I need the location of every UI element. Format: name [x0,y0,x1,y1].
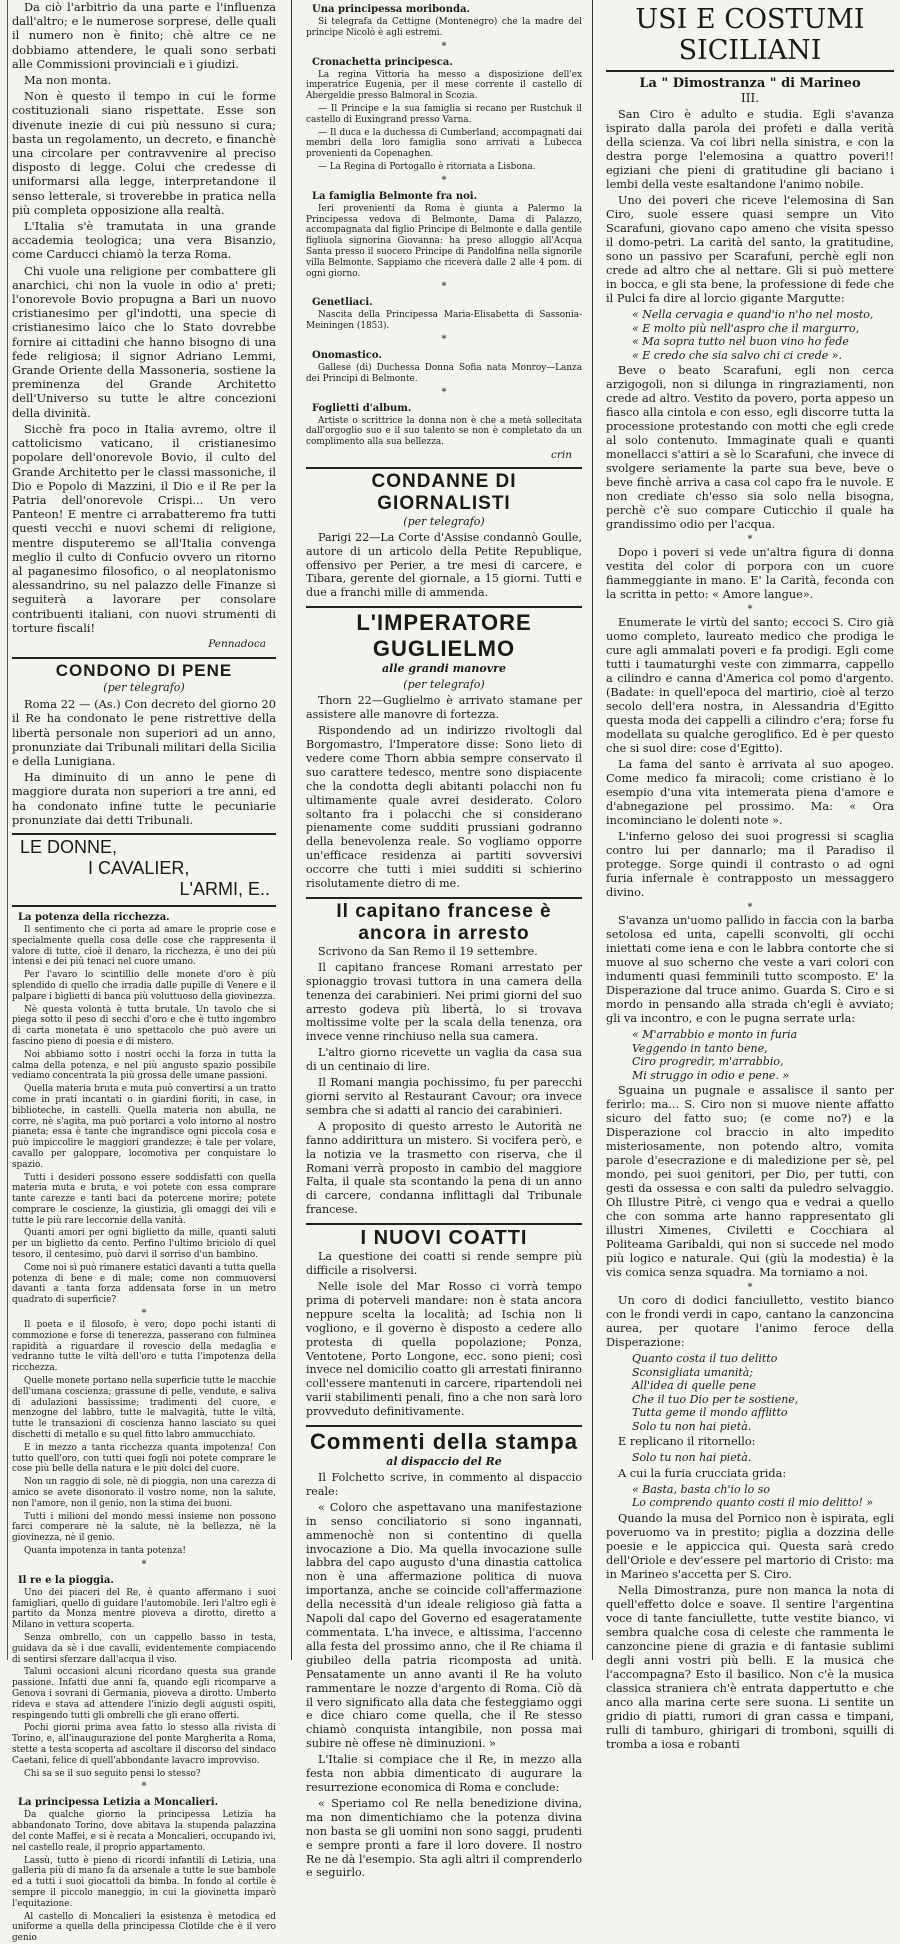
paragraph: La regina Vittoria ha messo a disposizione dell'ex imperatrice Eugenia, per il mese corrente il castello di Abergeldie presso Balmoral in Scozia. [306,69,582,102]
subheadline: al dispaccio del Re [386,1455,502,1469]
feature-title: USI E COSTUMI SICILIANI [606,4,894,72]
verse-line: Mi struggo in odio e pene. » [632,1068,790,1082]
paragraph: Nè questa volontà è tutta brutale. Un tavolo che si piega sotto il peso di secchi d'oro e che è tutto ingombro di carta monetata è uno spettacolo che può avere un fascino pieno di poesia e di mistero. [12,1004,276,1047]
paragraph: Uno dei piaceri del Re, è quanto affermano i suoi famigliari, quello di guidare l'automobile. Ieri l'altro egli è partito da Monza mentre pioveva a dirotto, diretto a Milano in vettura scoperta. [12,1587,276,1631]
verse-line: Solo tu non hai pietà. [632,1419,752,1433]
paragraph: Noi abbiamo sotto i nostri occhi la forza in tutta la calma della potenza, e nel più angusto spazio possibile vediamo concentrata la più grossa delle umane passioni. [12,1049,276,1082]
paragraph: Sguaina un pugnale e assalisce il santo per ferirlo: ma... S. Ciro non si muove niente affatto sicuro del fatto suo; (e come no?) e la Disperazione col braccio in alto impedito misteriosamente, non potendo altro, vomita parole d'esecrazione e di maledizione per sè, pel mondo, pei suoi genitori, per Dio, per tutti, con gesti da ossessa e con salti da puledro selvaggio. Oh Illustre Pitrè, ci vengo qua e vedrai a quello che con somma arte hanno rappresentato gli illustri Ximenes, Civiletti e Cocchiara al Politeama Garibaldi, qui non si succede nel modo più logico e naturale. Qui (giù la modestia) è la vis comica senza squadra. Ma torniamo a noi. [606,1084,894,1279]
paragraph: Quanta impotenza in tanta potenza! [24,1546,186,1556]
paragraph: San Ciro è adulto e studia. Egli s'avanza ispirato dalla parola dei profeti e dalla verità della scienza. Va coi libri nella sinistra, e con la destra porge l'elemosina a quattro poveri!! egiziani che pieni di gratitudine gli baciano i lembi della veste esaltandone l'animo nobile. [606,108,894,191]
section-title-line: L'ARMI, E.. [179,878,270,899]
section-title-line: LE DONNE, [20,836,118,857]
asterisk-separator: * [747,604,753,615]
verse-line: « E molto più nell'aspro che il margurro, [632,321,860,335]
column-left [0,0,284,1944]
paragraph: Ha diminuito di un anno le pene di maggiore durata non superiori a tre anni, ed ha condonato infine tutte le pecuniarie pronunziate dai detti Tribunali. [12,770,276,827]
paragraph: Chi vuole una religione per combattere gli anarchici, chi non la vuole in odio a' preti; l'onorevole Bovio propugna a Bari un nuovo cristianesimo per gl'indotti, una specie di cristianesimo laico che lo Stato dovrebbe fornire ai cittadini che hanno bisogno di una fede religiosa; il signor Adriano Lemmi, Grande Oriente della Massoneria, sostiene la preminenza del Grande Architetto dell'Universo su tutte le altre concezioni della divinità. [12,263,276,420]
subheadline: (per telegrafo) [103,681,185,695]
paragraph: L'inferno geloso dei suoi progressi si scaglia contro lui per dannarlo; ma il Paradiso il protegge. Sorge quindi il contrasto o ad ogni furia infernale è contrapposto un messaggero divino. [606,830,894,899]
subheadline: (per telegrafo) [403,678,485,692]
paragraph: — Il Principe e la sua famiglia si recano per Rustchuk il castello di Euxingrand presso Varna. [306,103,582,125]
part-number: III. [740,91,760,105]
headline-condono: CONDONO DI PENE [12,657,276,681]
column-rule-1 [291,0,292,1660]
item-title: Cronachetta principesca. [312,56,453,68]
item-title: La potenza della ricchezza. [18,911,170,923]
paragraph: Artiste o scrittrice la donna non è che a metà sollecitata dall'orgoglio suo e il suo talento se non è completato da un complimento alla sua bellezza. [306,415,582,448]
verse-block [632,1483,894,1510]
paragraph: Chi sa se il suo seguito pensi lo stesso? [24,1768,201,1779]
paragraph: Parigi 22—La Corte d'Assise condannò Goulle, autore di un articolo della Petite Republique, offensivo per Perier, a tre mesi di carcere, e Tibara, gerente del giornale, a 15 giorni. Tutti e due a franchi mille di ammenda. [306,530,582,600]
section-title-line: I CAVALIER, [88,857,190,878]
paragraph: Non un raggio di sole, nè di pioggia, non una carezza di amico se avete disonorato il vostro nome, non la salute, non l'amore, non il genio, non la stima dei buoni. [12,1477,276,1509]
paragraph: — Il duca e la duchessa di Cumberland, accompagnati dai membri della loro famiglia sono arrivati a Lubecca provenienti da Copenaghen. [306,127,582,160]
author-signature: crin [550,448,572,461]
asterisk-separator: * [141,1308,147,1320]
asterisk-separator: * [747,534,753,545]
paragraph: Gallese (di) Duchessa Donna Sofia nata Monroy—Lanza dei Principi di Belmonte. [306,362,582,384]
paragraph: E in mezzo a tanta ricchezza quanta impotenza! Con tutto quell'oro, con tutti quei fogli noi potete comprare le cose più belle della natura e le più dolci del cuore. [12,1442,276,1475]
paragraph: Da qualche giorno la principessa Letizia ha abbandonato Torino, dove abitava la stupenda palazzina del conte Maffei, e si è recata a Moncalieri, occupando ivi, nel castello reale, il proprio appartamento. [12,1810,276,1853]
column-middle [298,0,588,1880]
verse-line: All'idea di quelle pene [632,1379,757,1392]
paragraph: Da ciò l'arbitrio da una parte e l'influenza dall'altro; e le numerose sorprese, delle quali il numero non è finito; chè altre ce ne dobbiamo attendere, le quali sono serbati alle Commissioni provinciali e i giudizi. [12,0,276,71]
paragraph: Senza ombrello, con un cappello basso in testa, guidava da sè i due cavalli, evidentemente compiacendo di sentirsi sferzare dall'acqua il viso. [12,1632,276,1665]
society-notes [306,4,582,461]
paragraph: Si telegrafa da Cettigne (Montenegro) che la madre del principe Nicolò è agli estremi. [306,17,582,38]
paragraph: L'Italie si compiace che il Re, in mezzo alla festa non abbia dimenticato di augurare la resurrezione economica di Roma e conclude: [306,1753,582,1794]
verse-line: Tutta geme il mondo afflitto [632,1406,788,1419]
paragraph: Il poeta e il filosofo, è vero, dopo pochi istanti di commozione e forse di tenerezza, passerano con fulminea rapidità a riguardare il rovescio della medaglia e vedranno tutte le viltà dell'oro e tutta l'impotenza della ricchezza. [12,1320,276,1374]
verse-line: Ciro progredir, m'arrabbio, [632,1055,784,1068]
paragraph: Nella Dimostranza, pure non manca la nota di quell'effetto dolce e soave. Il sentire l'argentina voce di tante fanciullette, tutte vestite bianco, vi sembra qualche cosa di celeste che rammenta le canzoncine piene di grazia e di fantasie sublimi degli anni vostri più belli. E la musica che l'accompagna? Esto il basilico. Non c'è la musica classica straniera ch'è entrata dappertutto e che anco alla marina certe sere suona. Li sentite un gridio di piatti, rumori di gran cassa e timpani, rulli di tamburo, ghirigari di tromboni, squilli di tromba a iosa e robanti [606,1583,894,1751]
verse-block [632,1451,894,1465]
paragraph: Lassù, tutto è pieno di ricordi infantili di Letizia, una galleria più di mano fa da arsenale a tutte le sue bambole ed a tutti i suoi giocattoli da bimba. In fondo al cortile è sempre il piccolo maneggio, in cui la giovinetta imparò l'equitazione. [12,1855,276,1909]
asterisk-separator: * [141,1558,147,1570]
paragraph: Quando la musa del Pornico non è ispirata, egli poveruomo va in prestito; piglia a dozzina delle poesie e le appiccica qui. Questa sarà credo dell'Oriole e dev'essere pel martorio di Cristo: ma in Marineo s'accetta per S. Ciro. [606,1511,894,1581]
article-ricchezza [12,912,276,1944]
item-title: La famiglia Belmonte fra noi. [312,190,478,202]
paragraph: La questione dei coatti si rende sempre più difficile a risolversi. [306,1250,582,1278]
paragraph: A proposito di questo arresto le Autorità ne fanno addirittura un mistero. Si vocifera però, e la notizia ve la trasmetto con riserva, che il Romani verrà proposto in cambio del maggiore Falta, il quale sta scontando la pena di un anno di carcere, condanna inflittagli dal Tribunale francese. [306,1119,582,1217]
subheadline: (per telegrafo) [403,514,485,528]
paragraph: Quanti amori per ogni biglietto da mille, quanti saluti per un biglietto da cento. Perfino l'ultimo briciolo di quel tesoro, il centesimo, può darvi il sorriso d'un bambino. [12,1228,276,1261]
paragraph: « Speriamo col Re nella benedizione divina, ma non dimentichiamo che la potenza divina non basta se gli uomini non sono saggi, prudenti e sempre pronti a fare il loro dovere. Il nostro Re ne dà l'esempio. Sta agli altri il comprenderlo e seguirlo. [306,1796,582,1880]
item-title: La principessa Letizia a Moncalieri. [18,1797,219,1809]
paragraph: Taluni occasioni alcuni ricordano questa sua grande passione. Infatti due anni fa, quando egli ricomparve a Genova i sovrani di Germania, pioveva a dirotto. Umberto rideva e stava ad attendere l'inizio degli augusti ospiti, respingendo tutti gli ombrelli che gli erano offerti. [12,1667,276,1721]
paragraph: Uno dei poveri che riceve l'elemosina di San Ciro, suole essere quasi sempre un Vito Scarafuni, giovano capo ameno che visita spesso il domo-petri. La carità del santo, la gratitudine, sono un passivo per Scarafuni, perchè egli non crede ad altro che al nettare. Gli si può mettere in bocca, e gli sta bene, la professione di fede che il Pulci fa dire al lorcio gigante Margutte: [606,194,894,305]
paragraph: E replicano il ritornello: [618,1435,756,1448]
headline-coatti: I NUOVI COATTI [306,1223,582,1250]
paragraph: Quella materia bruta e muta può convertirsi a un tratto come in prati incantati o in giardini fioriti, in case, in biblioteche, in castelli. Quella materia non abulla, ne corre, nè s'agita, ma può portarci a volo intorno al nostro pianeta; essa è tante che ingrandisce ogni piccola cosa e può impiccolire le maggiori grandezze; è tale per volare, cavallo per galoppare, locomotiva per conquistare lo spazio. [12,1084,276,1170]
verse-line: Sconsigliata umanità; [632,1365,754,1379]
verse-line: Veggendo in tanto bene, [632,1041,768,1055]
asterisk-separator: * [441,174,447,186]
paragraph: Nascita della Principessa Maria-Elisabetta di Sassonia-Meiningen (1853). [306,310,582,332]
paragraph: La fama del santo è arrivata al suo apogeo. Come medico fa miracoli; come cristiano è lo esempio d'una vita intemerata piena d'amore e d'abnegazione pel prossimo. Ma: « Ora incominciano le dolenti note ». [606,758,894,827]
headline-commenti: Commenti della stampa [306,1425,582,1455]
verse-line: « E credo che sia salvo chi ci crede ». [632,348,843,362]
paragraph: Sicchè fra poco in Italia avremo, oltre il cattolicismo vaticano, il cristianesimo popolare dell'onorevole Bovio, il culto del Grande Architetto per le classi massoniche, il Dio e Popolo di Mazzini, il Dio e il Re per la Patria dell'onorevole Crispi... Un vero Panteon! E mentre ci arrabatteremo fra tutti questi vecchi e nuovi schemi di religione, mentre disputeremo se all'Italia convenga meglio il culto di Confucio ovvero un ritorno al paganesimo filosofico, o al neoplatonismo alessandrino, su nel palazzo delle Finanze si seguiterà a lavorare per consolare contribuenti italiani, con nuovi strumenti di torture fiscali! [12,421,276,635]
paragraph: Per l'avaro lo scintillio delle monete d'oro è più splendido di quello che irradia dalle pupille di Venere e il palpare i biglietti di banca più voluttuoso della giovinezza. [12,970,276,1002]
paragraph: — La Regina di Portogallo è ritornata a Lisbona. [318,161,536,172]
paragraph: Non è questo il tempo in cui le forme costituzionali siano rispettate. Esse son divenute inezie di cui più nessuno si cura; basta un regolamento, un decreto, e financhè una circolare per contravvenire al preciso disposto di legge. Colui che credesse di uniformarsi alla legge, interpretandone il senso letterale, si troverebbe in pratica nella più completa opposizione alla realtà. [12,89,276,217]
item-title: Il re e la pioggia. [18,1574,114,1586]
asterisk-separator: * [441,333,447,345]
article-condono [12,697,276,827]
paragraph: L'altro giorno ricevette un vaglia da casa sua di un centinaio di lire. [306,1046,582,1074]
asterisk-separator: * [747,902,753,913]
paragraph: Al castello di Moncalieri la esistenza è metodica ed uniforme a quella della principessa Clotilde che è il vero genio [12,1911,276,1944]
paragraph: S'avanza un'uomo pallido in faccia con la barba setolosa ed unta, capelli sconvolti, gli occhi iniettati come iena e con le labbra contorte che si muove al suo scherno che veste a vari colori con indumenti quasi femminili tutto scomposto. E' la Disperazione dal truce animo. Guarda S. Ciro e si mordo in pensando alla strada ch'egli è avviato; gli va incontro, e con le pugna serrate urla: [606,914,894,1025]
paragraph: Il sentimento che ci porta ad amare le proprie cose e specialmente quella cosa delle cose che rappresenta il valore di tutte, cioè il denaro, la ricchezza, è uno dei più intensi e dei più tenaci nel cuore umano. [12,924,276,968]
editorial-article [12,0,276,651]
verse-block [632,1028,894,1082]
paragraph: Il Folchetto scrive, in commento al dispaccio reale: [306,1471,582,1498]
paragraph: Ieri provenienti da Roma è giunta a Palermo la Principessa vedova di Belmonte, Dama di Palazzo, accompagnata dal figlio Principe di Belmonte e dalla gentile figliuola signorina Giovanna: ha preso alloggio all'Acqua Santa presso il suocero Principe di Pandolfina nella signorile villa Belmonte. Sappiamo che riceverà dalle 2 alle 4 pom. di ogni giorno. [306,203,582,279]
paragraph: Tutti i desideri possono essere soddisfatti con quella materia muta e bruta, e voi potete con essa comprare tante carezze e tanti baci da potercene morire; potete comprare le coscienze, la giustizia, gli omaggi dei vili e tutte le più rare leccornie della vanità. [12,1172,276,1226]
column-rule-2 [592,0,593,1660]
article-coatti [306,1250,582,1419]
asterisk-separator: * [141,1781,147,1793]
verse-block [632,308,894,362]
paragraph: Tutti i milioni del mondo messi insieme non possono farci comperare nè la salute, nè la bellezza, nè la giovinezza, nè il genio. [12,1511,276,1544]
feature-subtitle: La " Dimostranza " di Marineo [639,76,861,91]
divider [12,905,276,907]
paragraph: Un coro di dodici fanciulletto, vestito bianco con le frondi verdi in capo, cantano la canzoncina aurea, per quotare l'animo feroce della Disperazione: [606,1294,894,1349]
verse-line: Che il tuo Dio per te sostiene, [632,1392,799,1406]
paragraph: A cui la furia crucciata grida: [618,1466,787,1480]
headline-capitano: Il capitano francese è ancora in arresto [306,897,582,945]
asterisk-separator: * [441,386,447,398]
paragraph: Dopo i poveri si vede un'altra figura di donna vestita del color di porpora con un cuore fiammeggiante in mano. E' la Carità, feconda con la scritta in petto: « Amore langue». [606,546,894,601]
verse-line: Lo comprendo quanto costi il mio delitto! » [632,1496,874,1509]
subheadline: alle grandi manovre [382,662,506,676]
paragraph: Il capitano francese Romani arrestato per spionaggio trovasi tuttora in una camera della tenenza dei carabinieri. Nei primi giorni del suo arresto godeva più libertà, lo si trovava moltissime volte per la scala della tenenza, ora invece venne rinchiuso nella sua camera. [306,960,582,1044]
asterisk-separator: * [747,1282,753,1293]
headline-imperatore: L'IMPERATORE GUGLIELMO [306,606,582,662]
item-title: Genetliaci. [312,297,373,309]
paragraph: Rispondendo ad un indirizzo rivoltogli dal Borgomastro, l'Imperatore disse: Sono lieto di vedere come Thorn abbia sempre conservato il suo carattere tedesco, mentre sono dispiacente che la condotta degli abitanti polacchi non fu ultimamente quale avrei desiderato. Coloro soltanto fra i polacchi che si considerano pienamente come sudditi prussiani godranno della benevolenza reale. So vogliamo opporre un'efficace residenza ai partiti sovversivi occorre che tutti i miei sudditi si schierino risolutamente dietro di me. [306,724,582,891]
paragraph: Pochi giorni prima avea fatto lo stesso alla rivista di Torino, e, all'inaugurazione del ponte Margherita a Roma, stette a testa scoperta ad ascoltare il discorso del sindaco Caetani, felice di quell'abbondante lavacro improvviso. [12,1723,276,1766]
item-title: Una principessa moribonda. [312,4,470,15]
feature-article [606,108,894,1752]
paragraph: Il Romani mangia pochissimo, fu per parecchi giorni servito al Restaurant Cavour; ora invece sembra che si adatti al rancio dei carabinieri. [306,1076,582,1117]
paragraph: « Coloro che aspettavano una manifestazione in senso conciliatorio si sono ingannati, ammenochè non si contentino di quella invocazione a Dio. Ma quella invocazione sulle labbra del capo augusto d'una dinastia cattolica non è una affermazione politica di nuova importanza, anche se coincide coll'affermazione della necessità d'un ideale religioso già fatta a Napoli dal capo del Governo ed esageratamente commentata. L'ha invece, e altissima, l'accenno alla festa del prossimo anno, che il Re chiama il giubileo della patria ricomposta ad unità. Pensatamente un anno avanti il Re ha voluto rammentare le nozze d'argento di Roma. Ciò dà il vero significato alla data che festeggiamo oggi e dice chiaro come quella, che il Re stesso chiamò conquista intangibile, non possa mai subire nè offese nè diminuzioni. » [306,1500,582,1751]
article-commenti [306,1471,582,1880]
article-condanne [306,531,582,601]
verse-line: « M'arrabbio e monto in furia [632,1028,798,1041]
verse-line: « Nella cervagia e quand'io n'ho nel mosto, [632,308,874,321]
section-header-donne [12,833,276,900]
paragraph: L'Italia s'è tramutata in una grande accademia teologica; una vera Bisanzio, come Carducci chiamò la terza Roma. [12,219,276,262]
paragraph: Ma non monta. [24,73,112,88]
paragraph: Nelle isole del Mar Rosso ci vorrà tempo prima di poterveli mandare: non è stata ancora neppure scelta la località; ad Ischia non li vogliono, e il governo è disposto a cedere allo protesta di quella popolazione; Ponza, Ventotene, Porto Longone, ecc. sono pieni; così invece nel domicilio coatto gli arrestati finiranno coll'essere mantenuti in carcere, ripartendoli nei varii stabilimenti penali, fino a che non sarà loro provveduto definitivamente. [306,1279,582,1419]
paragraph: Come noi sì può rimanere estatici davanti a tutta quella potenza di bene e di male; come non commuoversi davanti a tanta forza addensata forse in un metro quadrato di superficie? [12,1262,276,1306]
asterisk-separator: * [441,281,447,293]
headline-condanne: CONDANNE DI GIORNALISTI [306,467,582,515]
verse-block [632,1352,894,1433]
verse-line: Solo tu non hai pietà. [632,1451,752,1464]
paragraph: Roma 22 — (As.) Con decreto del giorno 20 il Re ha condonato le pene ristrettive della libertà personale non superiori ad un anno, pronunziate dai Tribunali militari della Sicilia e della Lunigiana. [12,697,276,768]
paragraph: Thorn 22—Guglielmo è arrivato stamane per assistere alle manovre di fortezza. [306,694,582,722]
verse-line: Quanto costa il tuo delitto [632,1352,778,1365]
paragraph: Quelle monete portano nella superficie tutte le macchie dell'umana coscienza; grassune di pelle, vendute, e saliva di adulazioni bassissime; tradimenti del cuore, e menzogne del labbro, tutte le malvagità, tutte le viltà, tutte le transazioni di coscienza hanno lasciato su quei dischetti di metallo e su quel fitto labro ammucchiato. [12,1376,276,1441]
item-title: Foglietti d'album. [312,402,412,414]
item-title: Onomastico. [312,349,382,361]
article-capitano [306,945,582,1217]
author-signature: Pennadoca [208,637,266,650]
verse-line: « Ma sopra tutto nel buon vino ho fede [632,335,849,348]
column-right [598,0,900,1751]
paragraph: Scrivono da San Remo il 19 settembre. [318,944,538,958]
verse-line: « Basta, basta ch'io lo so [632,1482,771,1496]
paragraph: Beve o beato Scarafuni, egli non cerca arzigogoli, non si dilunga in ringraziamenti, non crede ad altro. Vestito da povero, porta appeso un fiasco alla cintola e con esso, egli discorre tutta la processione protestando con motti che egli crede al solo contenuto. Immaginate quali e quanti monellacci s'attiri a sè lo Scarafuni, che invece di svolgere seriamente la parte sua beve, beve o beve finchè arriva a casa col capo fra le nuvole. E non crediate ch'esso sia solo nella bisogna, perchè c'è suo compare Cuticchio il quale ha grandissimo odio per l'acqua. [606,364,894,531]
asterisk-separator: * [441,40,447,52]
article-imperatore [306,694,582,891]
paragraph: Enumerate le virtù del santo; eccoci S. Ciro già uomo completo, laureato medico che prodiga le cure agli ammalati poveri e fa prodigi. Egli come tutti i taumaturghi veste con zimmarra, cappello a cilindro e canna d'America col pomo d'argento. (Badate: in quell'epoca del martirio, cioè al terzo secolo dell'era nostra, in Alessandria d'Egitto questa moda dei cappelli a cilindro c'era; forse fu modellata su qualche geroglifico. Ed è per questo che si suol dire: cose d'Egitto). [606,616,894,755]
